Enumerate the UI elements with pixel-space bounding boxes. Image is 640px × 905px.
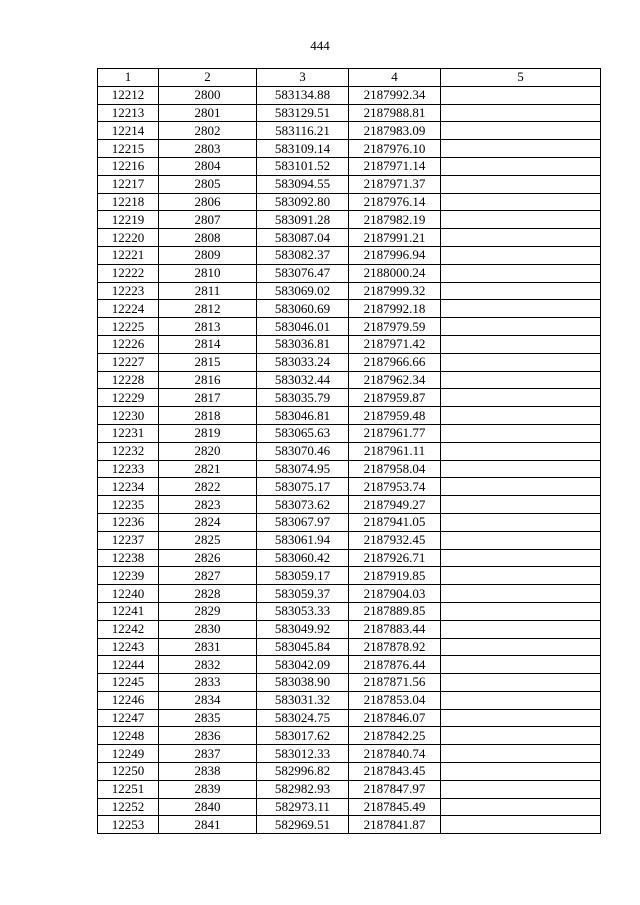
cell-vertex-number: 2813 <box>159 318 257 336</box>
table-row <box>98 335 601 353</box>
cell-x-coordinate: 583074.95 <box>257 460 349 478</box>
table-row <box>98 549 601 567</box>
cell-note <box>441 709 601 727</box>
cell-note <box>441 727 601 745</box>
cell-vertex-number: 2827 <box>159 567 257 585</box>
column-header-4: 4 <box>349 69 441 87</box>
cell-point-id: 12218 <box>98 193 159 211</box>
cell-y-coordinate: 2187842.25 <box>349 727 441 745</box>
cell-vertex-number: 2801 <box>159 104 257 122</box>
cell-y-coordinate: 2187961.77 <box>349 424 441 442</box>
cell-x-coordinate: 583049.92 <box>257 620 349 638</box>
cell-vertex-number: 2807 <box>159 211 257 229</box>
cell-point-id: 12228 <box>98 371 159 389</box>
table-row <box>98 798 601 816</box>
cell-point-id: 12220 <box>98 229 159 247</box>
cell-x-coordinate: 582969.51 <box>257 816 349 834</box>
cell-note <box>441 620 601 638</box>
cell-point-id: 12215 <box>98 140 159 158</box>
cell-y-coordinate: 2187958.04 <box>349 460 441 478</box>
cell-vertex-number: 2837 <box>159 745 257 763</box>
cell-note <box>441 104 601 122</box>
cell-vertex-number: 2828 <box>159 585 257 603</box>
cell-point-id: 12236 <box>98 513 159 531</box>
cell-note <box>441 531 601 549</box>
cell-x-coordinate: 583073.62 <box>257 496 349 514</box>
table-row <box>98 727 601 745</box>
cell-y-coordinate: 2187996.94 <box>349 246 441 264</box>
cell-vertex-number: 2804 <box>159 157 257 175</box>
cell-x-coordinate: 583059.17 <box>257 567 349 585</box>
cell-point-id: 12239 <box>98 567 159 585</box>
cell-note <box>441 513 601 531</box>
cell-note <box>441 264 601 282</box>
cell-point-id: 12234 <box>98 478 159 496</box>
cell-vertex-number: 2806 <box>159 193 257 211</box>
cell-x-coordinate: 583134.88 <box>257 86 349 104</box>
cell-x-coordinate: 583109.14 <box>257 140 349 158</box>
table-row <box>98 389 601 407</box>
cell-point-id: 12240 <box>98 585 159 603</box>
table-row <box>98 674 601 692</box>
table-row <box>98 460 601 478</box>
table-row <box>98 86 601 104</box>
cell-point-id: 12225 <box>98 318 159 336</box>
cell-point-id: 12251 <box>98 780 159 798</box>
cell-x-coordinate: 583053.33 <box>257 602 349 620</box>
cell-y-coordinate: 2187878.92 <box>349 638 441 656</box>
cell-note <box>441 496 601 514</box>
cell-x-coordinate: 582982.93 <box>257 780 349 798</box>
table-row <box>98 140 601 158</box>
cell-vertex-number: 2800 <box>159 86 257 104</box>
table-row <box>98 371 601 389</box>
cell-vertex-number: 2810 <box>159 264 257 282</box>
cell-point-id: 12252 <box>98 798 159 816</box>
cell-x-coordinate: 583070.46 <box>257 442 349 460</box>
cell-y-coordinate: 2188000.24 <box>349 264 441 282</box>
cell-note <box>441 602 601 620</box>
cell-point-id: 12219 <box>98 211 159 229</box>
cell-x-coordinate: 582996.82 <box>257 763 349 781</box>
cell-y-coordinate: 2187847.97 <box>349 780 441 798</box>
cell-x-coordinate: 583129.51 <box>257 104 349 122</box>
cell-note <box>441 763 601 781</box>
cell-note <box>441 282 601 300</box>
cell-x-coordinate: 582973.11 <box>257 798 349 816</box>
cell-point-id: 12243 <box>98 638 159 656</box>
cell-y-coordinate: 2187999.32 <box>349 282 441 300</box>
cell-note <box>441 211 601 229</box>
cell-point-id: 12224 <box>98 300 159 318</box>
cell-vertex-number: 2830 <box>159 620 257 638</box>
cell-x-coordinate: 583036.81 <box>257 335 349 353</box>
table-row <box>98 407 601 425</box>
cell-x-coordinate: 583024.75 <box>257 709 349 727</box>
cell-note <box>441 745 601 763</box>
cell-point-id: 12246 <box>98 691 159 709</box>
cell-x-coordinate: 583060.69 <box>257 300 349 318</box>
cell-vertex-number: 2818 <box>159 407 257 425</box>
cell-y-coordinate: 2187953.74 <box>349 478 441 496</box>
cell-point-id: 12242 <box>98 620 159 638</box>
cell-note <box>441 798 601 816</box>
table-row <box>98 709 601 727</box>
cell-vertex-number: 2829 <box>159 602 257 620</box>
table-row <box>98 424 601 442</box>
cell-x-coordinate: 583012.33 <box>257 745 349 763</box>
cell-vertex-number: 2821 <box>159 460 257 478</box>
cell-y-coordinate: 2187926.71 <box>349 549 441 567</box>
cell-vertex-number: 2817 <box>159 389 257 407</box>
cell-x-coordinate: 583046.81 <box>257 407 349 425</box>
cell-note <box>441 335 601 353</box>
cell-vertex-number: 2824 <box>159 513 257 531</box>
table-row <box>98 122 601 140</box>
table-row <box>98 496 601 514</box>
cell-point-id: 12223 <box>98 282 159 300</box>
cell-vertex-number: 2835 <box>159 709 257 727</box>
cell-note <box>441 175 601 193</box>
cell-y-coordinate: 2187971.14 <box>349 157 441 175</box>
cell-note <box>441 424 601 442</box>
table-row <box>98 478 601 496</box>
table-row <box>98 193 601 211</box>
cell-y-coordinate: 2187983.09 <box>349 122 441 140</box>
cell-x-coordinate: 583069.02 <box>257 282 349 300</box>
cell-y-coordinate: 2187992.34 <box>349 86 441 104</box>
cell-point-id: 12233 <box>98 460 159 478</box>
table-row <box>98 104 601 122</box>
cell-note <box>441 585 601 603</box>
cell-vertex-number: 2811 <box>159 282 257 300</box>
cell-x-coordinate: 583060.42 <box>257 549 349 567</box>
cell-point-id: 12253 <box>98 816 159 834</box>
cell-vertex-number: 2831 <box>159 638 257 656</box>
cell-y-coordinate: 2187979.59 <box>349 318 441 336</box>
table-row <box>98 763 601 781</box>
cell-vertex-number: 2805 <box>159 175 257 193</box>
cell-x-coordinate: 583032.44 <box>257 371 349 389</box>
column-header-5: 5 <box>441 69 601 87</box>
table-row <box>98 620 601 638</box>
cell-vertex-number: 2826 <box>159 549 257 567</box>
column-header-3: 3 <box>257 69 349 87</box>
cell-y-coordinate: 2187904.03 <box>349 585 441 603</box>
cell-note <box>441 407 601 425</box>
table-row <box>98 638 601 656</box>
cell-note <box>441 780 601 798</box>
cell-point-id: 12247 <box>98 709 159 727</box>
cell-point-id: 12237 <box>98 531 159 549</box>
cell-y-coordinate: 2187961.11 <box>349 442 441 460</box>
cell-y-coordinate: 2187932.45 <box>349 531 441 549</box>
cell-note <box>441 816 601 834</box>
table-row <box>98 229 601 247</box>
table-row <box>98 282 601 300</box>
cell-y-coordinate: 2187976.14 <box>349 193 441 211</box>
cell-x-coordinate: 583082.37 <box>257 246 349 264</box>
cell-y-coordinate: 2187976.10 <box>349 140 441 158</box>
cell-x-coordinate: 583092.80 <box>257 193 349 211</box>
cell-note <box>441 478 601 496</box>
cell-y-coordinate: 2187966.66 <box>349 353 441 371</box>
cell-note <box>441 674 601 692</box>
cell-point-id: 12212 <box>98 86 159 104</box>
cell-x-coordinate: 583042.09 <box>257 656 349 674</box>
cell-y-coordinate: 2187982.19 <box>349 211 441 229</box>
column-header-2: 2 <box>159 69 257 87</box>
cell-y-coordinate: 2187840.74 <box>349 745 441 763</box>
table-row <box>98 175 601 193</box>
cell-note <box>441 389 601 407</box>
cell-vertex-number: 2839 <box>159 780 257 798</box>
cell-x-coordinate: 583038.90 <box>257 674 349 692</box>
table-row <box>98 442 601 460</box>
cell-y-coordinate: 2187845.49 <box>349 798 441 816</box>
cell-x-coordinate: 583116.21 <box>257 122 349 140</box>
cell-x-coordinate: 583059.37 <box>257 585 349 603</box>
cell-x-coordinate: 583065.63 <box>257 424 349 442</box>
table-header <box>98 69 601 87</box>
cell-vertex-number: 2832 <box>159 656 257 674</box>
cell-note <box>441 193 601 211</box>
cell-note <box>441 353 601 371</box>
cell-y-coordinate: 2187919.85 <box>349 567 441 585</box>
cell-point-id: 12227 <box>98 353 159 371</box>
table-row <box>98 816 601 834</box>
cell-point-id: 12250 <box>98 763 159 781</box>
cell-point-id: 12241 <box>98 602 159 620</box>
cell-x-coordinate: 583076.47 <box>257 264 349 282</box>
cell-note <box>441 567 601 585</box>
table-row <box>98 353 601 371</box>
cell-vertex-number: 2814 <box>159 335 257 353</box>
page-number: 444 <box>310 38 330 53</box>
table-row <box>98 318 601 336</box>
table-row <box>98 246 601 264</box>
cell-y-coordinate: 2187841.87 <box>349 816 441 834</box>
cell-point-id: 12249 <box>98 745 159 763</box>
cell-y-coordinate: 2187941.05 <box>349 513 441 531</box>
cell-vertex-number: 2834 <box>159 691 257 709</box>
table-row <box>98 157 601 175</box>
cell-y-coordinate: 2187991.21 <box>349 229 441 247</box>
cell-y-coordinate: 2187889.85 <box>349 602 441 620</box>
cell-vertex-number: 2803 <box>159 140 257 158</box>
cell-x-coordinate: 583067.97 <box>257 513 349 531</box>
cell-note <box>441 549 601 567</box>
cell-vertex-number: 2840 <box>159 798 257 816</box>
cell-x-coordinate: 583017.62 <box>257 727 349 745</box>
table-row <box>98 513 601 531</box>
cell-point-id: 12226 <box>98 335 159 353</box>
cell-y-coordinate: 2187992.18 <box>349 300 441 318</box>
cell-y-coordinate: 2187988.81 <box>349 104 441 122</box>
cell-note <box>441 691 601 709</box>
cell-point-id: 12222 <box>98 264 159 282</box>
cell-vertex-number: 2822 <box>159 478 257 496</box>
cell-point-id: 12213 <box>98 104 159 122</box>
cell-y-coordinate: 2187949.27 <box>349 496 441 514</box>
cell-note <box>441 460 601 478</box>
cell-point-id: 12221 <box>98 246 159 264</box>
cell-x-coordinate: 583101.52 <box>257 157 349 175</box>
cell-x-coordinate: 583035.79 <box>257 389 349 407</box>
cell-vertex-number: 2802 <box>159 122 257 140</box>
cell-x-coordinate: 583061.94 <box>257 531 349 549</box>
cell-point-id: 12214 <box>98 122 159 140</box>
cell-point-id: 12245 <box>98 674 159 692</box>
cell-x-coordinate: 583045.84 <box>257 638 349 656</box>
table-row <box>98 745 601 763</box>
cell-y-coordinate: 2187843.45 <box>349 763 441 781</box>
table-row <box>98 602 601 620</box>
cell-point-id: 12235 <box>98 496 159 514</box>
table-body <box>98 86 601 833</box>
cell-y-coordinate: 2187959.48 <box>349 407 441 425</box>
column-header-1: 1 <box>98 69 159 87</box>
cell-note <box>441 140 601 158</box>
cell-note <box>441 157 601 175</box>
cell-vertex-number: 2809 <box>159 246 257 264</box>
cell-y-coordinate: 2187876.44 <box>349 656 441 674</box>
table-row <box>98 567 601 585</box>
cell-point-id: 12248 <box>98 727 159 745</box>
cell-y-coordinate: 2187883.44 <box>349 620 441 638</box>
cell-point-id: 12216 <box>98 157 159 175</box>
cell-point-id: 12229 <box>98 389 159 407</box>
cell-note <box>441 442 601 460</box>
cell-note <box>441 371 601 389</box>
table-row <box>98 211 601 229</box>
cell-y-coordinate: 2187846.07 <box>349 709 441 727</box>
cell-y-coordinate: 2187971.42 <box>349 335 441 353</box>
table-row <box>98 585 601 603</box>
cell-x-coordinate: 583046.01 <box>257 318 349 336</box>
cell-x-coordinate: 583033.24 <box>257 353 349 371</box>
cell-vertex-number: 2838 <box>159 763 257 781</box>
table-row <box>98 656 601 674</box>
cell-note <box>441 122 601 140</box>
cell-x-coordinate: 583031.32 <box>257 691 349 709</box>
cell-note <box>441 300 601 318</box>
cell-x-coordinate: 583091.28 <box>257 211 349 229</box>
cell-vertex-number: 2836 <box>159 727 257 745</box>
cell-vertex-number: 2816 <box>159 371 257 389</box>
cell-x-coordinate: 583087.04 <box>257 229 349 247</box>
cell-point-id: 12238 <box>98 549 159 567</box>
cell-point-id: 12232 <box>98 442 159 460</box>
table-row <box>98 300 601 318</box>
cell-vertex-number: 2815 <box>159 353 257 371</box>
table-row <box>98 264 601 282</box>
table-row <box>98 780 601 798</box>
cell-note <box>441 656 601 674</box>
cell-y-coordinate: 2187959.87 <box>349 389 441 407</box>
cell-vertex-number: 2823 <box>159 496 257 514</box>
cell-x-coordinate: 583094.55 <box>257 175 349 193</box>
cell-point-id: 12231 <box>98 424 159 442</box>
cell-vertex-number: 2812 <box>159 300 257 318</box>
cell-y-coordinate: 2187871.56 <box>349 674 441 692</box>
cell-note <box>441 638 601 656</box>
table-row <box>98 691 601 709</box>
cell-point-id: 12230 <box>98 407 159 425</box>
cell-y-coordinate: 2187853.04 <box>349 691 441 709</box>
cell-vertex-number: 2820 <box>159 442 257 460</box>
cell-y-coordinate: 2187962.34 <box>349 371 441 389</box>
cell-point-id: 12244 <box>98 656 159 674</box>
cell-y-coordinate: 2187971.37 <box>349 175 441 193</box>
cell-x-coordinate: 583075.17 <box>257 478 349 496</box>
table-row <box>98 531 601 549</box>
coordinates-table <box>97 68 601 834</box>
header-row <box>98 69 601 87</box>
cell-note <box>441 229 601 247</box>
cell-vertex-number: 2841 <box>159 816 257 834</box>
cell-vertex-number: 2819 <box>159 424 257 442</box>
cell-vertex-number: 2825 <box>159 531 257 549</box>
cell-vertex-number: 2833 <box>159 674 257 692</box>
cell-note <box>441 246 601 264</box>
cell-vertex-number: 2808 <box>159 229 257 247</box>
cell-note <box>441 86 601 104</box>
cell-note <box>441 318 601 336</box>
cell-point-id: 12217 <box>98 175 159 193</box>
